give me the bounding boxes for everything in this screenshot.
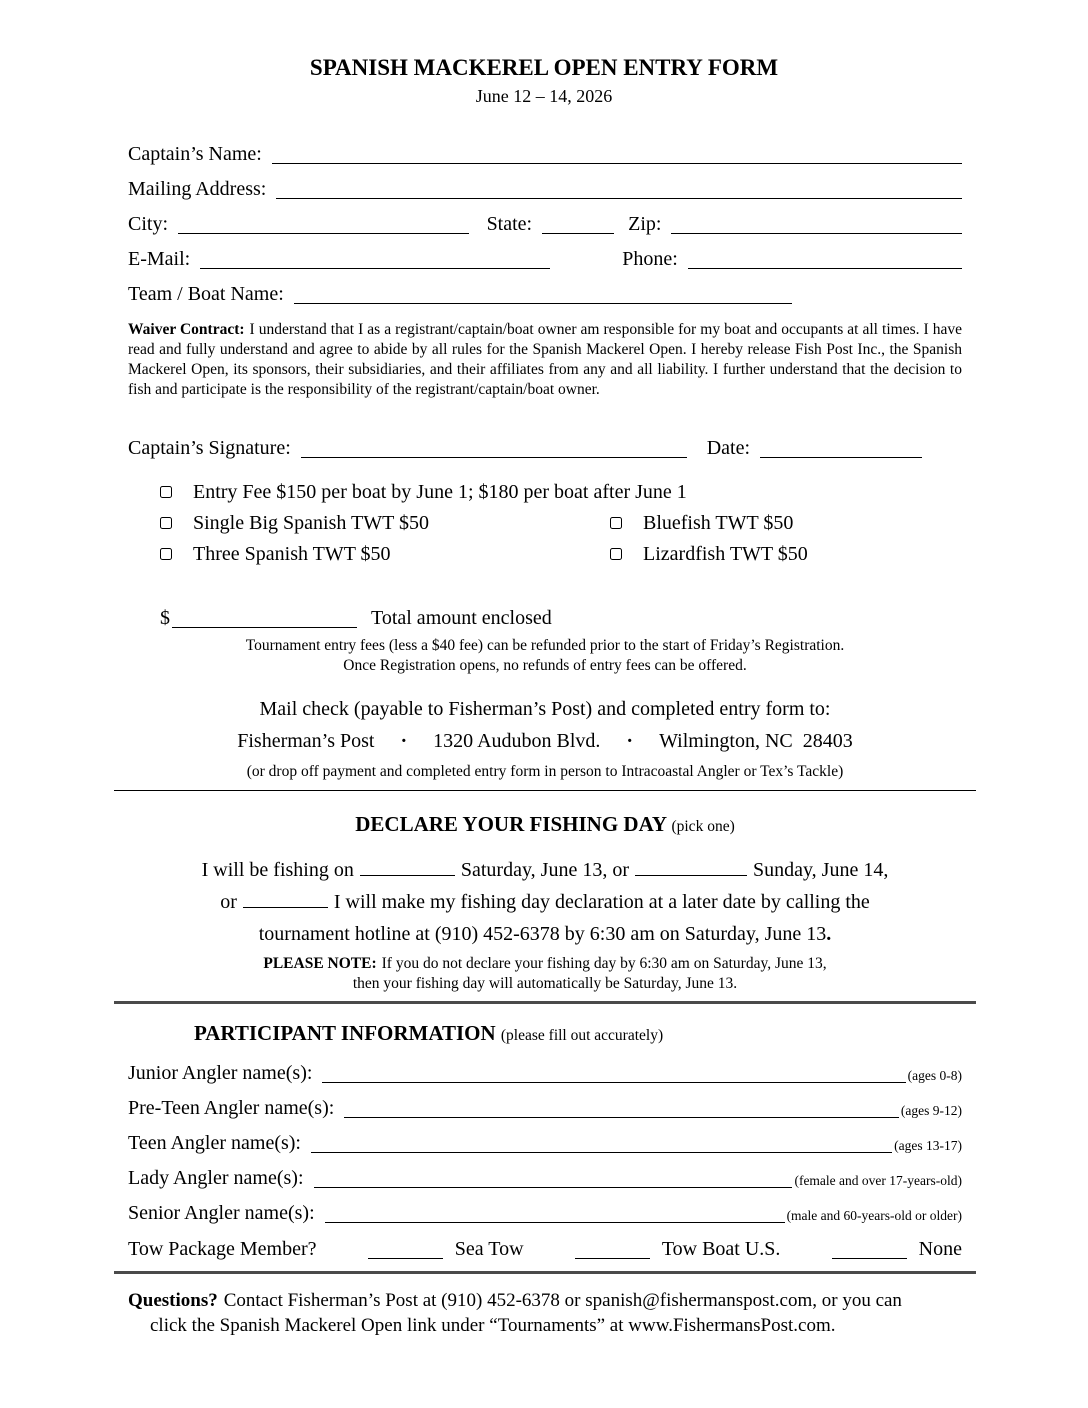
please-note-line1: [128, 954, 962, 974]
tow-package-label: Tow Package Member?: [128, 1238, 317, 1260]
sea-tow-option: [368, 1237, 524, 1261]
junior-angler-row: [128, 1061, 962, 1085]
tow-boat-us-blank[interactable]: [575, 1240, 650, 1259]
waiver-contract: [128, 320, 962, 400]
mail-name: Fisherman’s Post: [237, 730, 375, 752]
form-body: [0, 142, 1088, 1338]
teen-angler-label: Teen Angler name(s):: [128, 1132, 301, 1154]
teen-angler-note: (ages 13-17): [894, 1138, 962, 1153]
fishing-line3-text: tournament hotline at (910) 452-6378 by 6:30 am on Saturday, June 13: [258, 923, 827, 945]
email-label: E-Mail:: [128, 248, 191, 270]
entry-fee-checkbox[interactable]: [160, 486, 172, 498]
event-dates: June 12 – 14, 2026: [475, 86, 613, 106]
team-boat-row: [128, 282, 962, 306]
currency-sign: $: [160, 607, 170, 629]
date-input[interactable]: [760, 439, 922, 458]
lady-angler-label: Lady Angler name(s):: [128, 1167, 304, 1189]
junior-angler-note: (ages 0-8): [907, 1068, 962, 1083]
total-amount-input[interactable]: [172, 609, 357, 628]
tow-boat-us-option: [575, 1237, 781, 1261]
none-label: None: [918, 1238, 962, 1260]
team-boat-label: Team / Boat Name:: [128, 283, 284, 305]
city-input[interactable]: [178, 215, 469, 234]
fee-options: [128, 480, 962, 566]
fee-option-entry: [160, 480, 962, 504]
mail-address-line: [128, 729, 962, 753]
senior-angler-label: Senior Angler name(s):: [128, 1202, 315, 1224]
entry-fee-label: Entry Fee $150 per boat by June 1; $180 per boat after June 1: [193, 481, 687, 503]
senior-angler-note: (male and 60-years-old or older): [786, 1208, 962, 1223]
dropoff-note: (or drop off payment and completed entry form in person to Intracoastal Angler or Tex’s Tackle): [246, 763, 844, 780]
saturday-choice-blank[interactable]: [360, 860, 455, 876]
preteen-angler-input[interactable]: [344, 1099, 899, 1118]
page-title: SPANISH MACKEREL OPEN ENTRY FORM: [309, 55, 779, 80]
questions-text1: Contact Fisherman’s Post at (910) 452-6378 or spanish@fishermanspost.com, or you can: [223, 1290, 902, 1311]
single-big-spanish-label: Single Big Spanish TWT $50: [193, 512, 429, 534]
please-note-label: PLEASE NOTE:: [263, 955, 377, 972]
lizardfish-label: Lizardfish TWT $50: [643, 543, 808, 565]
zip-input[interactable]: [671, 215, 962, 234]
lady-angler-note: (female and over 17-years-old): [794, 1173, 962, 1188]
fishing-day-line1: [128, 858, 962, 882]
lady-angler-row: [128, 1166, 962, 1190]
participant-heading: [128, 1020, 962, 1049]
zip-label: Zip:: [628, 213, 662, 235]
sea-tow-label: Sea Tow: [454, 1238, 524, 1260]
declare-heading-text: DECLARE YOUR FISHING DAY: [355, 812, 667, 836]
single-big-spanish-checkbox[interactable]: [160, 517, 172, 529]
city-label: City:: [128, 213, 169, 235]
state-label: State:: [486, 213, 533, 235]
sea-tow-blank[interactable]: [368, 1240, 443, 1259]
dot-separator-icon: ·: [626, 730, 634, 752]
preteen-angler-note: (ages 9-12): [900, 1103, 962, 1118]
section-divider: [114, 1271, 976, 1274]
later-date-choice-blank[interactable]: [243, 892, 328, 908]
captain-name-row: [128, 142, 962, 166]
lady-angler-input[interactable]: [314, 1169, 793, 1188]
captain-name-input[interactable]: [272, 145, 962, 164]
fee-option-lizardfish: [610, 542, 962, 566]
state-input[interactable]: [542, 215, 614, 234]
teen-angler-input[interactable]: [311, 1134, 892, 1153]
phone-label: Phone:: [622, 248, 678, 270]
date-label: Date:: [706, 437, 750, 459]
mail-city: Wilmington, NC 28403: [659, 730, 853, 752]
city-state-zip-row: [128, 212, 962, 236]
captain-name-label: Captain’s Name:: [128, 143, 262, 165]
questions-label: Questions?: [128, 1290, 218, 1311]
total-amount-label: Total amount enclosed: [371, 607, 552, 629]
team-boat-input[interactable]: [294, 285, 792, 304]
refund-note-line1: Tournament entry fees (less a $40 fee) can be refunded prior to the start of Friday’s Registration.: [245, 637, 845, 654]
three-spanish-label: Three Spanish TWT $50: [193, 543, 391, 565]
please-note: [128, 954, 962, 993]
fee-option-three-spanish: [160, 542, 610, 566]
waiver-text: I understand that I as a registrant/captain/boat owner am responsible for my boat and occupants at all times. I have read and fully understand and agree to abide by all rules for the Spanish Mackerel Open. I hereby release Fish Post Inc., the Spanish Mackerel Open, its sponsors, their subsidiaries, and their affiliates from any and all liability. I further understand that the decision to fish and participate is the responsibility of the registrant/captain/boat owner.: [128, 321, 962, 398]
please-note-line2: then your fishing day will automatically be Saturday, June 13.: [352, 974, 738, 992]
dot-separator-icon: ·: [400, 730, 408, 752]
please-note-text1: If you do not declare your fishing day by 6:30 am on Saturday, June 13,: [381, 955, 827, 972]
signature-row: [128, 436, 962, 460]
questions-line2: click the Spanish Mackerel Open link under “Tournaments” at www.FishermansPost.com.: [150, 1315, 836, 1336]
questions-block: [128, 1288, 962, 1338]
fishing-day-line3: [128, 922, 962, 946]
fee-options-grid: [160, 504, 962, 566]
tow-boat-us-label: Tow Boat U.S.: [661, 1238, 781, 1260]
sunday-choice-blank[interactable]: [635, 860, 747, 876]
mail-instruction: Mail check (payable to Fisherman’s Post) and completed entry form to:: [259, 698, 831, 720]
bluefish-checkbox[interactable]: [610, 517, 622, 529]
section-divider: [114, 790, 976, 791]
fishing-line1-text-c: Sunday, June 14,: [752, 859, 889, 881]
section-divider: [114, 1001, 976, 1004]
none-blank[interactable]: [832, 1240, 907, 1259]
form-header: [0, 0, 1088, 108]
fishing-line2-text-a: or: [220, 891, 237, 913]
refund-note-line2: Once Registration opens, no refunds of entry fees can be offered.: [343, 656, 747, 674]
mail-street: 1320 Audubon Blvd.: [433, 730, 601, 752]
declare-heading: [128, 811, 962, 840]
three-spanish-checkbox[interactable]: [160, 548, 172, 560]
fishing-line1-text-a: I will be fishing on: [201, 859, 354, 881]
junior-angler-label: Junior Angler name(s):: [128, 1062, 313, 1084]
refund-note: [128, 636, 962, 675]
waiver-label: Waiver Contract:: [128, 321, 245, 338]
questions-line1: [128, 1288, 962, 1313]
bluefish-label: Bluefish TWT $50: [643, 512, 794, 534]
email-input[interactable]: [200, 250, 550, 269]
preteen-angler-row: [128, 1096, 962, 1120]
captain-signature-input[interactable]: [301, 439, 687, 458]
fishing-day-line2: [128, 890, 962, 914]
teen-angler-row: [128, 1131, 962, 1155]
fishing-line3-period: .: [826, 923, 832, 945]
none-option: [832, 1237, 962, 1261]
participant-heading-note: (please fill out accurately): [500, 1027, 664, 1044]
preteen-angler-label: Pre-Teen Angler name(s):: [128, 1097, 335, 1119]
fee-option-bluefish: [610, 511, 962, 535]
fishing-line2-text-b: I will make my fishing day declaration at a later date by calling the: [333, 891, 870, 913]
senior-angler-input[interactable]: [325, 1204, 785, 1223]
total-row: [128, 606, 962, 630]
fishing-line1-text-b: Saturday, June 13, or: [460, 859, 629, 881]
tow-package-row: [128, 1237, 962, 1261]
email-phone-row: [128, 247, 962, 271]
mailing-address-row: [128, 177, 962, 201]
mailing-address-label: Mailing Address:: [128, 178, 267, 200]
junior-angler-input[interactable]: [322, 1064, 905, 1083]
fee-option-single-big-spanish: [160, 511, 610, 535]
mailing-address-input[interactable]: [276, 180, 962, 199]
pick-one-note: (pick one): [671, 818, 735, 835]
participant-heading-text: PARTICIPANT INFORMATION: [194, 1021, 496, 1045]
lizardfish-checkbox[interactable]: [610, 548, 622, 560]
phone-input[interactable]: [688, 250, 962, 269]
captain-signature-label: Captain’s Signature:: [128, 437, 291, 459]
senior-angler-row: [128, 1201, 962, 1225]
